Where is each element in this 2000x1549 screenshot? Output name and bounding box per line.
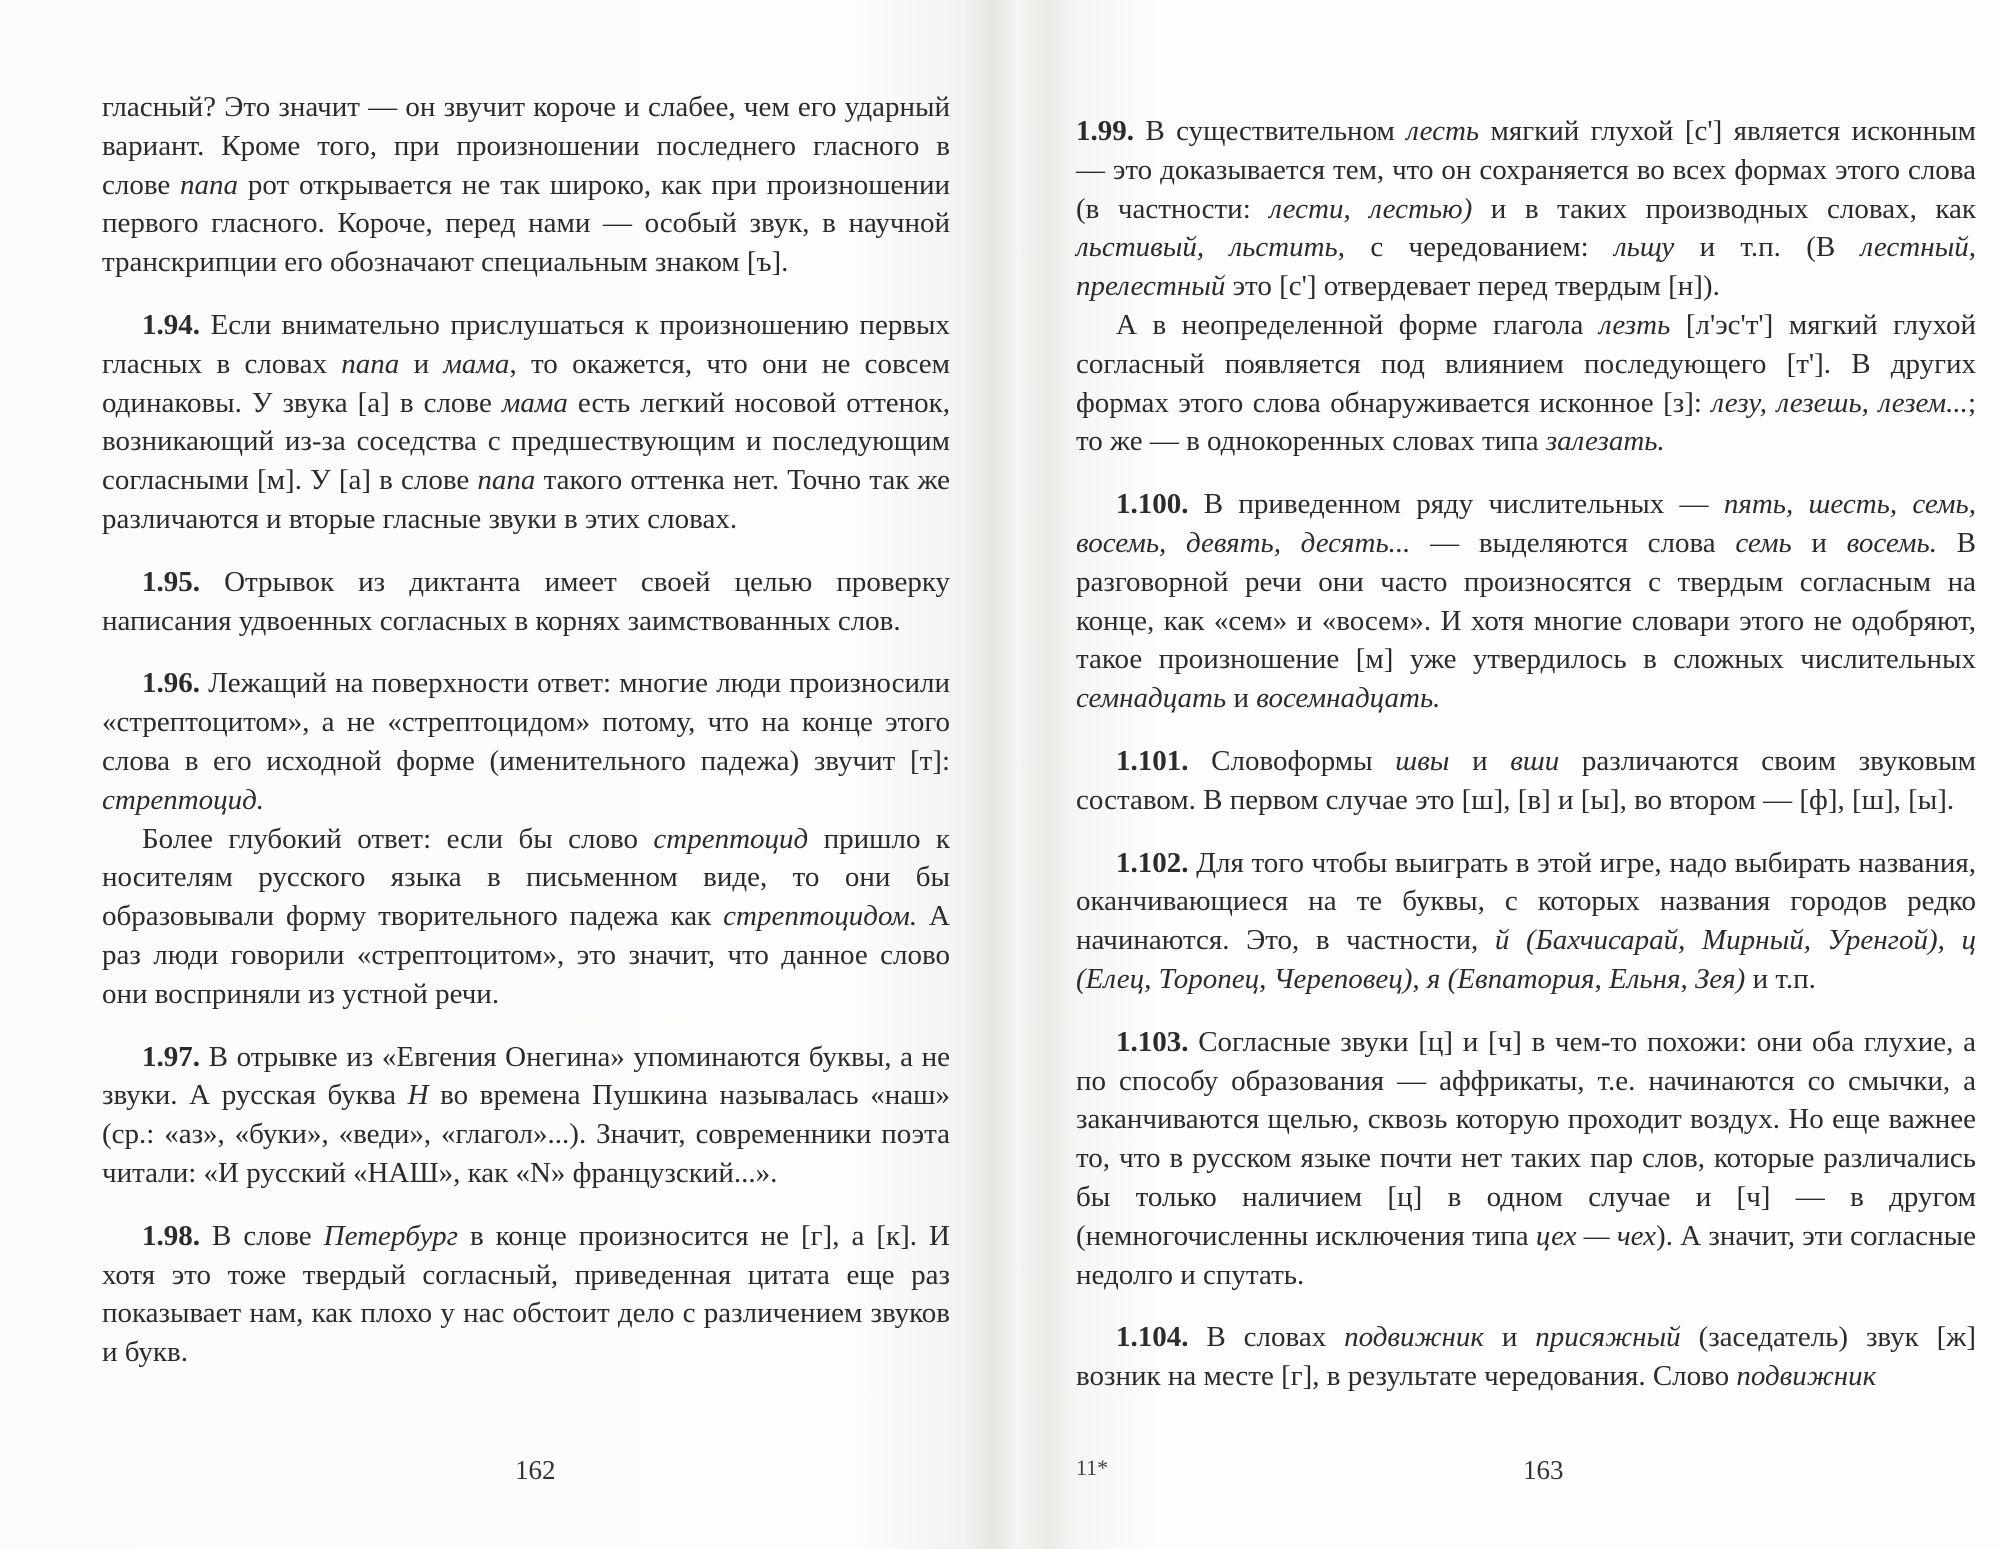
- text-run: [1420, 963, 1427, 995]
- text-run: В приведенном ряду числительных —: [1188, 488, 1724, 521]
- italic-term: мама: [443, 347, 510, 380]
- italic-term: присяжный: [1535, 1321, 1681, 1354]
- exercise-number: 1.100.: [1116, 488, 1189, 521]
- text-run: и в таких производных словах, как: [1472, 192, 1976, 225]
- text-run: Более глубокий ответ: если бы слово: [142, 822, 654, 855]
- exercise-answer-paragraph: [102, 306, 950, 539]
- exercise-answer-paragraph: [102, 563, 950, 641]
- exercise-number: 1.99.: [1076, 115, 1134, 147]
- left-page: [0, 0, 994, 1549]
- italic-term: цех — чех: [1535, 1219, 1657, 1252]
- text-run: Если внимательно прислушаться к произношению первых гласных в словах: [102, 308, 950, 380]
- text-run: во времена Пушкина называлась «наш» (ср.: «аз», «буки», «веди», «глагол»...). Значит, современники поэта читали: «И русский «НАШ», как «N» французский...».: [102, 1079, 950, 1189]
- italic-term: стрептоцидом.: [723, 900, 918, 933]
- paragraph: [1076, 306, 1976, 461]
- italic-term: семнадцать: [1076, 682, 1227, 715]
- page-number: 163: [1523, 1455, 1564, 1485]
- text-run: и т.п. (В: [1674, 231, 1861, 264]
- exercise-number: 1.101.: [1116, 744, 1189, 777]
- text-run: (заседатель) звук [ж] возник на месте [г], в результате чередования. Слово: [1076, 1321, 1976, 1393]
- exercise-answer-paragraph: [1076, 485, 1976, 718]
- italic-term: швы: [1395, 744, 1450, 777]
- exercise-number: 1.104.: [1116, 1321, 1189, 1354]
- text-run: А раз люди говорили «стрептоцитом», это значит, что данное слово они восприняли из устной речи.: [102, 900, 950, 1010]
- exercise-answer-paragraph: [1076, 1318, 1976, 1396]
- right-page: [1046, 0, 2000, 1549]
- exercise-number: 1.102.: [1116, 846, 1189, 879]
- italic-term: папа: [180, 168, 239, 201]
- italic-term: восемнадцать.: [1256, 682, 1441, 715]
- italic-term: льщу: [1614, 231, 1675, 264]
- text-run: Для того чтобы выиграть в этой игре, надо выбирать названия, оканчивающиеся на те буквы, с которых названия городов редко начинаются. Это, в частности,: [1076, 846, 1976, 957]
- exercise-answer-paragraph: [1076, 1023, 1976, 1295]
- exercise-answer-paragraph: [1076, 742, 1976, 820]
- text-run: и: [1483, 1321, 1536, 1354]
- exercise-answer-paragraph: [102, 1038, 950, 1193]
- italic-term: льстивый, льстить: [1076, 231, 1338, 264]
- exercise-number: 1.97.: [142, 1040, 200, 1073]
- text-run: — выделяются слова: [1410, 526, 1736, 559]
- italic-term: лесть: [1406, 115, 1480, 147]
- text-run: ). А значит, эти согласные недолго и спутать.: [1076, 1219, 1976, 1291]
- text-run: В словах: [1188, 1321, 1345, 1354]
- italic-term: пять, шесть, семь, восемь, девять, десять...: [1076, 488, 1977, 559]
- text-run: Согласные звуки [ц] и [ч] в чем-то похожи: они оба глухие, а по способу образования — аффрикаты, т.е. начинаются со смычки, а заканчиваются щелью, сквозь которую проходит воздух. Но еще важнее то, что в русском языке почти нет таких пар слов, которые различались бы только наличием [ц] в одном случае и [ч] — в другом (немногочисленны исключения типа: [1076, 1025, 1976, 1252]
- italic-term: стрептоцид: [653, 822, 809, 855]
- text-run: и: [1226, 682, 1257, 715]
- text-run: ; то же — в однокоренных словах типа: [1076, 386, 1976, 458]
- page-number: 162: [515, 1455, 556, 1485]
- right-page-text: [1076, 88, 1976, 1396]
- text-run: и т.п.: [1745, 962, 1816, 995]
- exercise-number: 1.98.: [142, 1219, 200, 1252]
- italic-term: лезть: [1598, 308, 1671, 341]
- text-run: и: [399, 347, 444, 380]
- text-run: такого оттенка нет. Точно так же различаются и вторые гласные звуки в этих словах.: [102, 464, 950, 535]
- italic-term: залезать.: [1545, 425, 1665, 458]
- exercise-answer-paragraph: [102, 1217, 950, 1372]
- text-run: В разговорной речи они часто произносятся с твердым согласным на конце, как «сем» и «восем». И хотя многие словари этого не одобряют, такое произношение [м] уже утвердилось в сложных числительных: [1076, 526, 1976, 676]
- exercise-answer-paragraph: [1076, 844, 1976, 999]
- text-run: , с чередованием:: [1337, 231, 1615, 264]
- exercise-number: 1.96.: [142, 667, 200, 700]
- text-run: , то окажется, что они не совсем одинаковы. У звука [а] в слове: [102, 347, 950, 419]
- text-run: рот открывается не так широко, как при произношении первого гласного. Короче, перед нами — особый звук, в научной транскрипции его обозначают специальным знаком [ъ].: [102, 168, 950, 279]
- italic-term: лестный, прелестный: [1076, 231, 1976, 303]
- text-run: А в неопределенной форме глагола: [1116, 308, 1599, 341]
- text-run: и: [1791, 526, 1847, 559]
- text-run: Отрывок из диктанта имеет своей целью проверку написания удвоенных согласных в корнях заимствованных слов.: [102, 565, 950, 637]
- text-run: мягкий глухой [с'] является исконным — это доказывается тем, что он сохраняется во всех формах этого слова (в частности:: [1076, 115, 1976, 225]
- exercise-number: 1.103.: [1116, 1025, 1189, 1058]
- exercise-number: 1.94.: [142, 308, 200, 341]
- text-run: есть легкий носовой оттенок, возникающий из-за соседства с предшествующим и последующим согласными [м]. У [а] в слове: [102, 386, 950, 497]
- italic-term: папа: [477, 464, 536, 497]
- italic-term: Петербург: [323, 1219, 458, 1252]
- text-run: Лежащий на поверхности ответ: многие люди произносили «стрептоцитом», а не «стрептоцидом» потому, что на конце этого слова в его исходной форме (именительного падежа) звучит [т]:: [102, 667, 950, 777]
- text-run: это [с'] отвердевает перед твердым [н]).: [1225, 270, 1720, 303]
- signature-mark: 11*: [1076, 1455, 1109, 1480]
- text-run: В слове: [200, 1219, 324, 1252]
- text-run: и: [1449, 744, 1511, 777]
- text-run: пришло к носителям русского языка в письменном виде, то они бы образовывали форму творительного падежа как: [102, 822, 950, 933]
- text-run: в конце произносится не [г], а [к]. И хотя это тоже твердый согласный, приведенная цитата еще раз показывает нам, как плохо у нас обстоит дело с различением звуков и букв.: [102, 1219, 950, 1369]
- text-run: В отрывке из «Евгения Онегина» упоминаются буквы, а не звуки. А русская буква: [102, 1040, 950, 1112]
- italic-term: подвижник: [1736, 1360, 1877, 1393]
- italic-term: восемь.: [1846, 526, 1937, 559]
- exercise-answer-paragraph: [102, 664, 950, 819]
- exercise-answer-paragraph: [1076, 112, 1976, 306]
- italic-term: подвижник: [1344, 1321, 1484, 1354]
- book-gutter: [994, 0, 1046, 1549]
- italic-term: ц (Елец, Торопец, Череповец),: [1076, 924, 1977, 995]
- italic-term: я (Евпатория, Ельня, Зея): [1426, 962, 1746, 995]
- italic-term: папа: [341, 347, 400, 380]
- left-page-text: [102, 88, 950, 1372]
- text-run: [1945, 924, 1962, 956]
- italic-term: Н: [407, 1079, 429, 1112]
- italic-term: лести, лестью): [1269, 192, 1473, 225]
- exercise-number: 1.95.: [142, 565, 200, 598]
- text-run: различаются своим звуковым составом. В первом случае это [ш], [в] и [ы], во втором — [ф], [ш], [ы].: [1076, 744, 1976, 816]
- text-run: гласный? Это значит — он звучит короче и слабее, чем его ударный вариант. Кроме того, при произношении последнего гласного в слове: [102, 91, 950, 201]
- paragraph: [102, 820, 950, 1014]
- text-run: В существительном: [1134, 115, 1407, 147]
- paragraph: [102, 88, 950, 282]
- italic-term: лезу, лезешь, лезем...: [1711, 386, 1968, 419]
- italic-term: стрептоцид.: [102, 783, 265, 816]
- italic-term: семь: [1735, 526, 1792, 559]
- italic-term: й (Бахчисарай, Мирный, Уренгой),: [1494, 924, 1945, 957]
- text-run: [л'эс'т'] мягкий глухой согласный появляется под влиянием последующего [т']. В других формах этого слова обнаруживается исконное [з]:: [1076, 308, 1976, 419]
- italic-term: вши: [1510, 744, 1560, 777]
- italic-term: мама: [501, 386, 568, 419]
- text-run: Словоформы: [1188, 744, 1396, 777]
